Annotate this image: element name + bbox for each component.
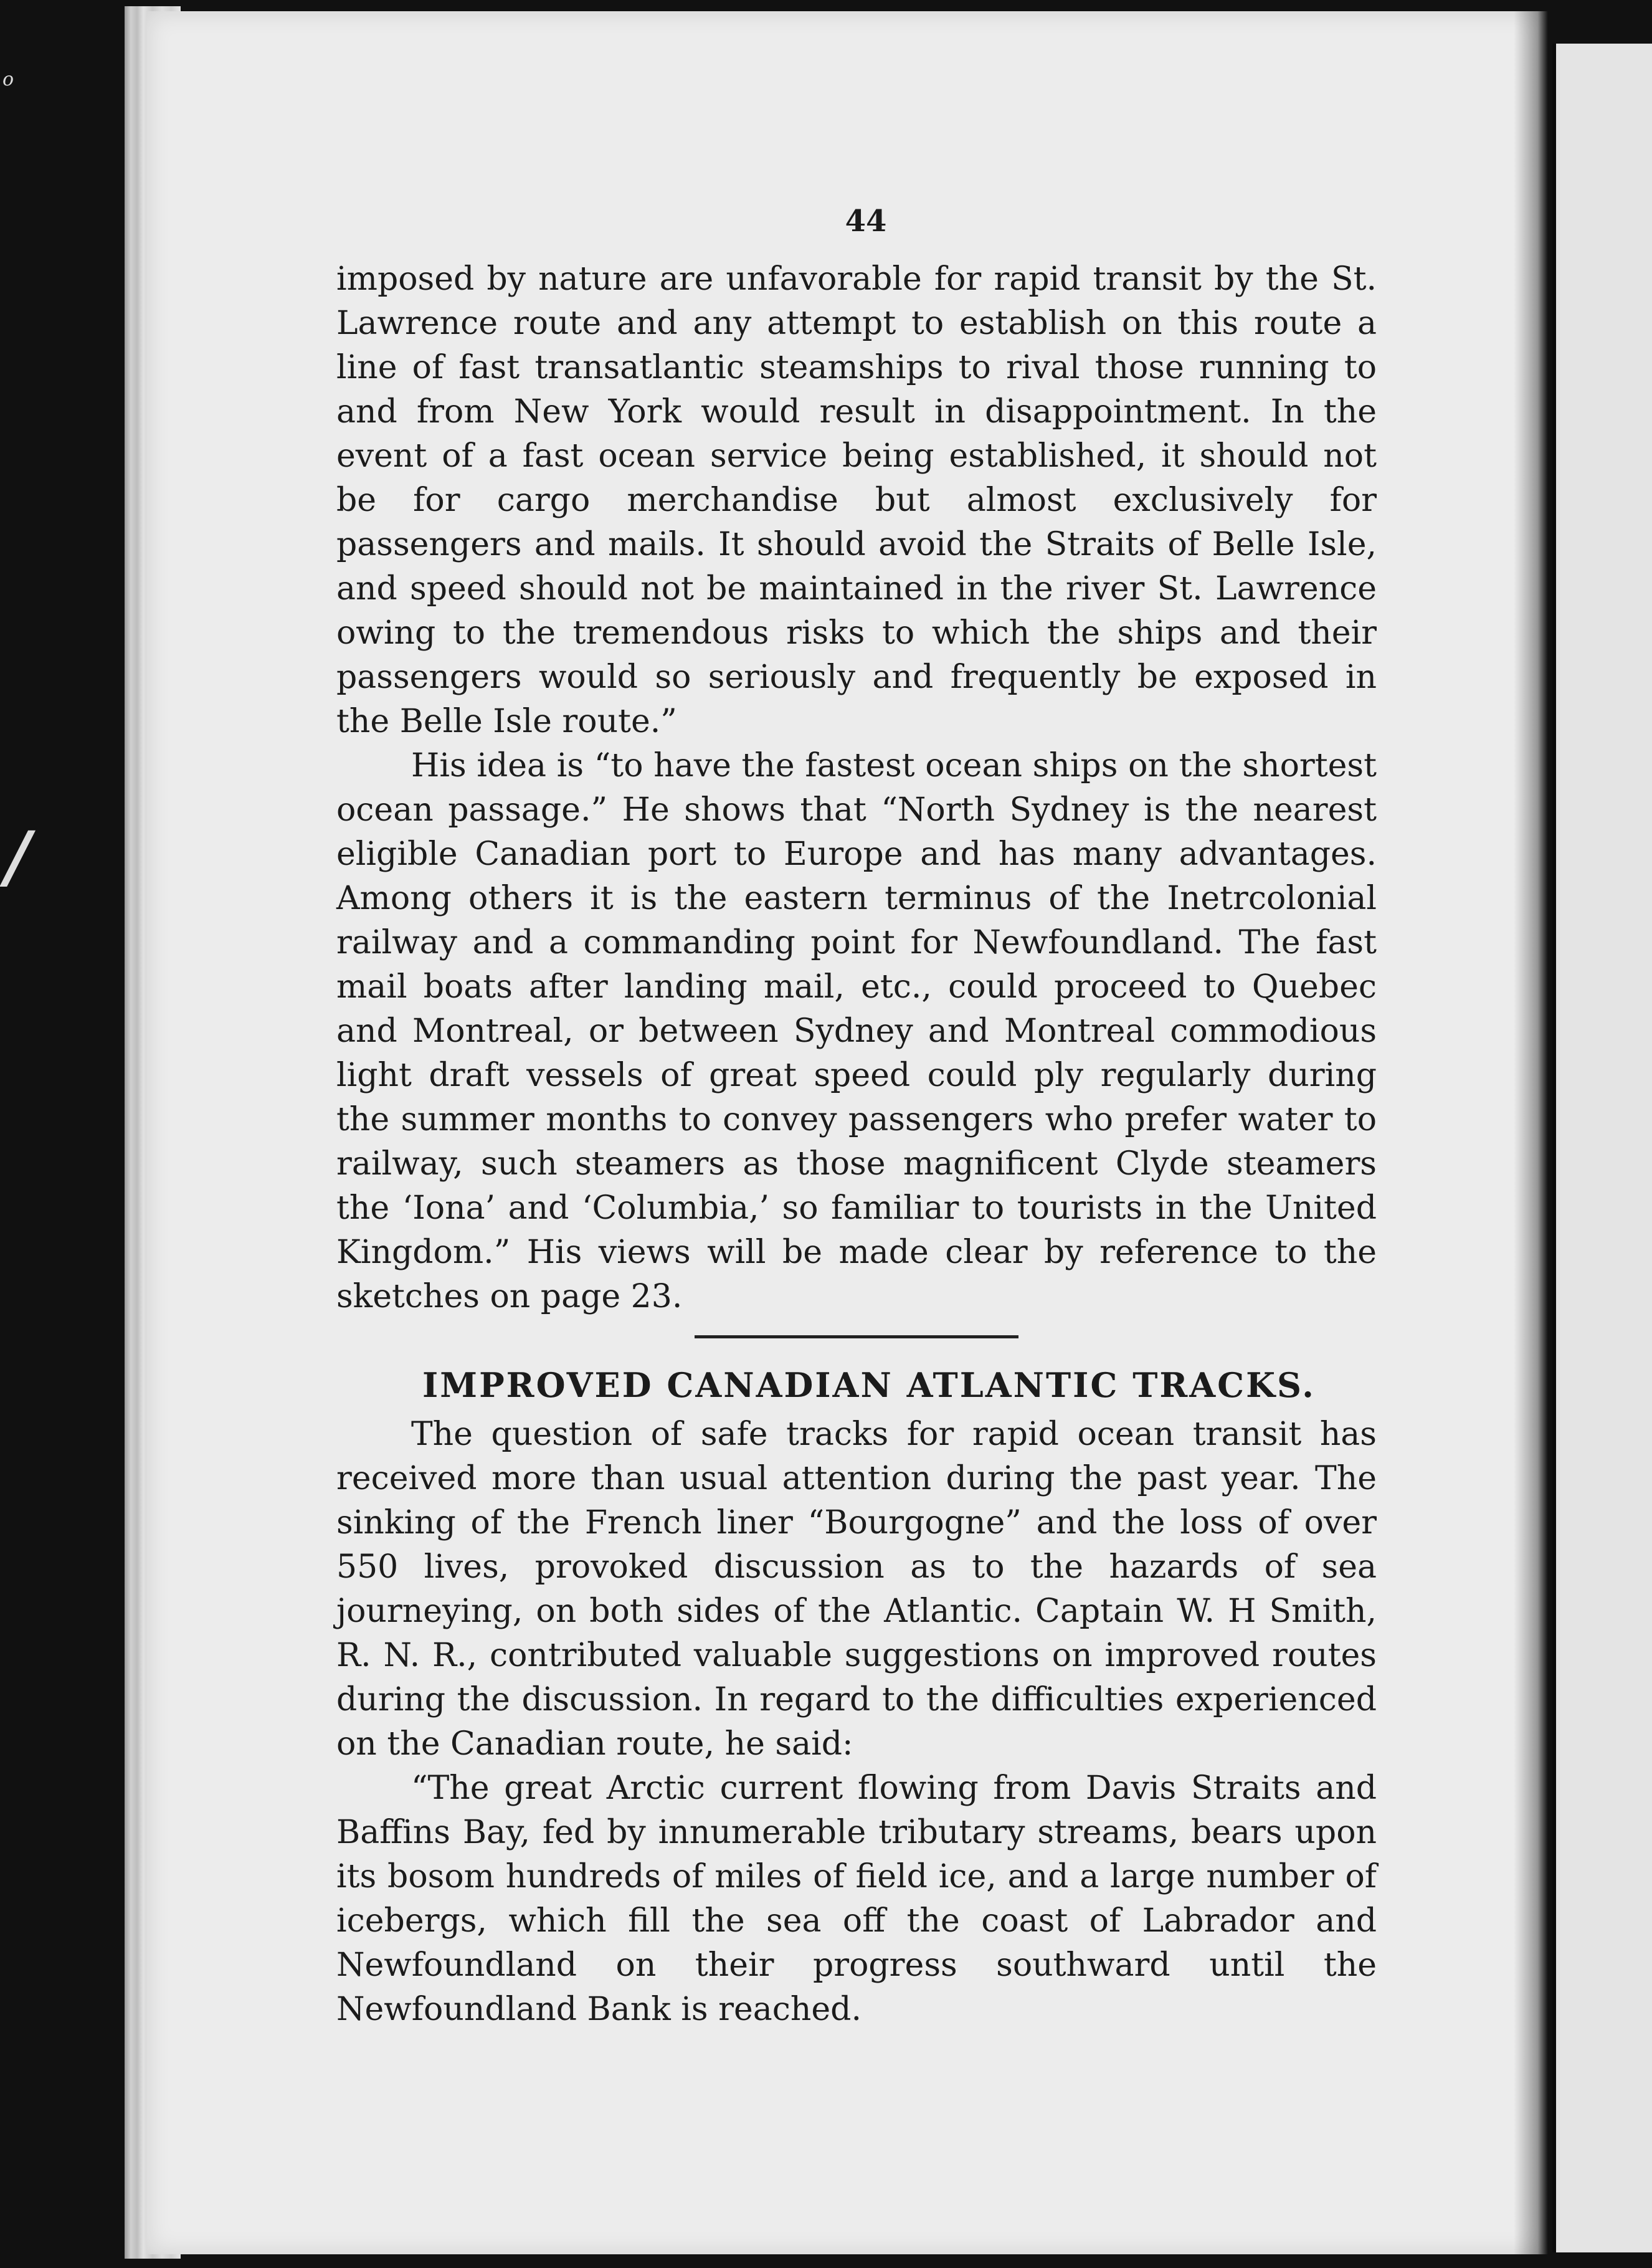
margin-mark-left: / xyxy=(5,816,31,897)
page-text-block xyxy=(336,199,1377,2032)
page-number: 44 xyxy=(845,204,887,239)
book-gutter xyxy=(1514,11,1548,2254)
paragraph-continued: imposed by nature are unfavorable for rapid transit by the St. Lawrence route and any attempt to establish on this route a line of fast transatlantic steamships to rival those running to and from New York would result in disappointment. In the event of a fast ocean service being established, it should not be for cargo merchandise but almost exclusively for passengers and mails. It should avoid the Straits of Belle Isle, and speed should not be maintained in the river St. Lawrence owing to the tremendous risks to which the ships and their passengers would so seriously and frequently be exposed in the Belle Isle route.” xyxy=(336,260,1377,740)
margin-mark-top: o xyxy=(2,69,14,90)
facing-page xyxy=(1552,44,1652,2252)
paragraph-his-idea: His idea is “to have the fastest ocean ships on the shortest ocean passage.” He shows that “North Sydney is the nearest eligible Canadian port to Europe and has many advantages. Among others it is the eastern terminus of the Inetrcolonial railway and a commanding point for Newfoundland. The fast mail boats after landing mail, etc., could proceed to Quebec and Montreal, or between Sydney and Montreal commodious light draft vessels of great speed could ply regularly during the summer months to convey passengers who prefer water to railway, such steamers as those magnificent Clyde steamers the ‘Iona’ and ‘Columbia,’ so familiar to tourists in the United Kingdom.” His views will be made clear by reference to the sketches on page 23. xyxy=(336,747,1377,1315)
section-title: IMPROVED CANADIAN ATLANTIC TRACKS. xyxy=(422,1365,1316,1405)
paragraph-safe-tracks: The question of safe tracks for rapid ocean transit has received more than usual attention during the past year. The sinking of the French liner “Bourgogne” and the loss of over 550 lives, provoked discussion as to the hazards of sea journeying, on both sides of the Atlantic. Captain W. H Smith, R. N. R., contributed valuable suggestions on improved routes during the discussion. In regard to the difficulties experienced on the Canadian route, he said: xyxy=(336,1416,1377,1763)
section-divider xyxy=(695,1335,1018,1338)
paragraph-arctic-current: “The great Arctic current flowing from Davis Straits and Baffins Bay, fed by innumerable tributary streams, bears upon its bosom hundreds of miles of field ice, and a large number of icebergs, which fill the sea off the coast of Labrador and Newfoundland on their progress southward until the Newfoundland Bank is reached. xyxy=(336,1770,1377,2028)
